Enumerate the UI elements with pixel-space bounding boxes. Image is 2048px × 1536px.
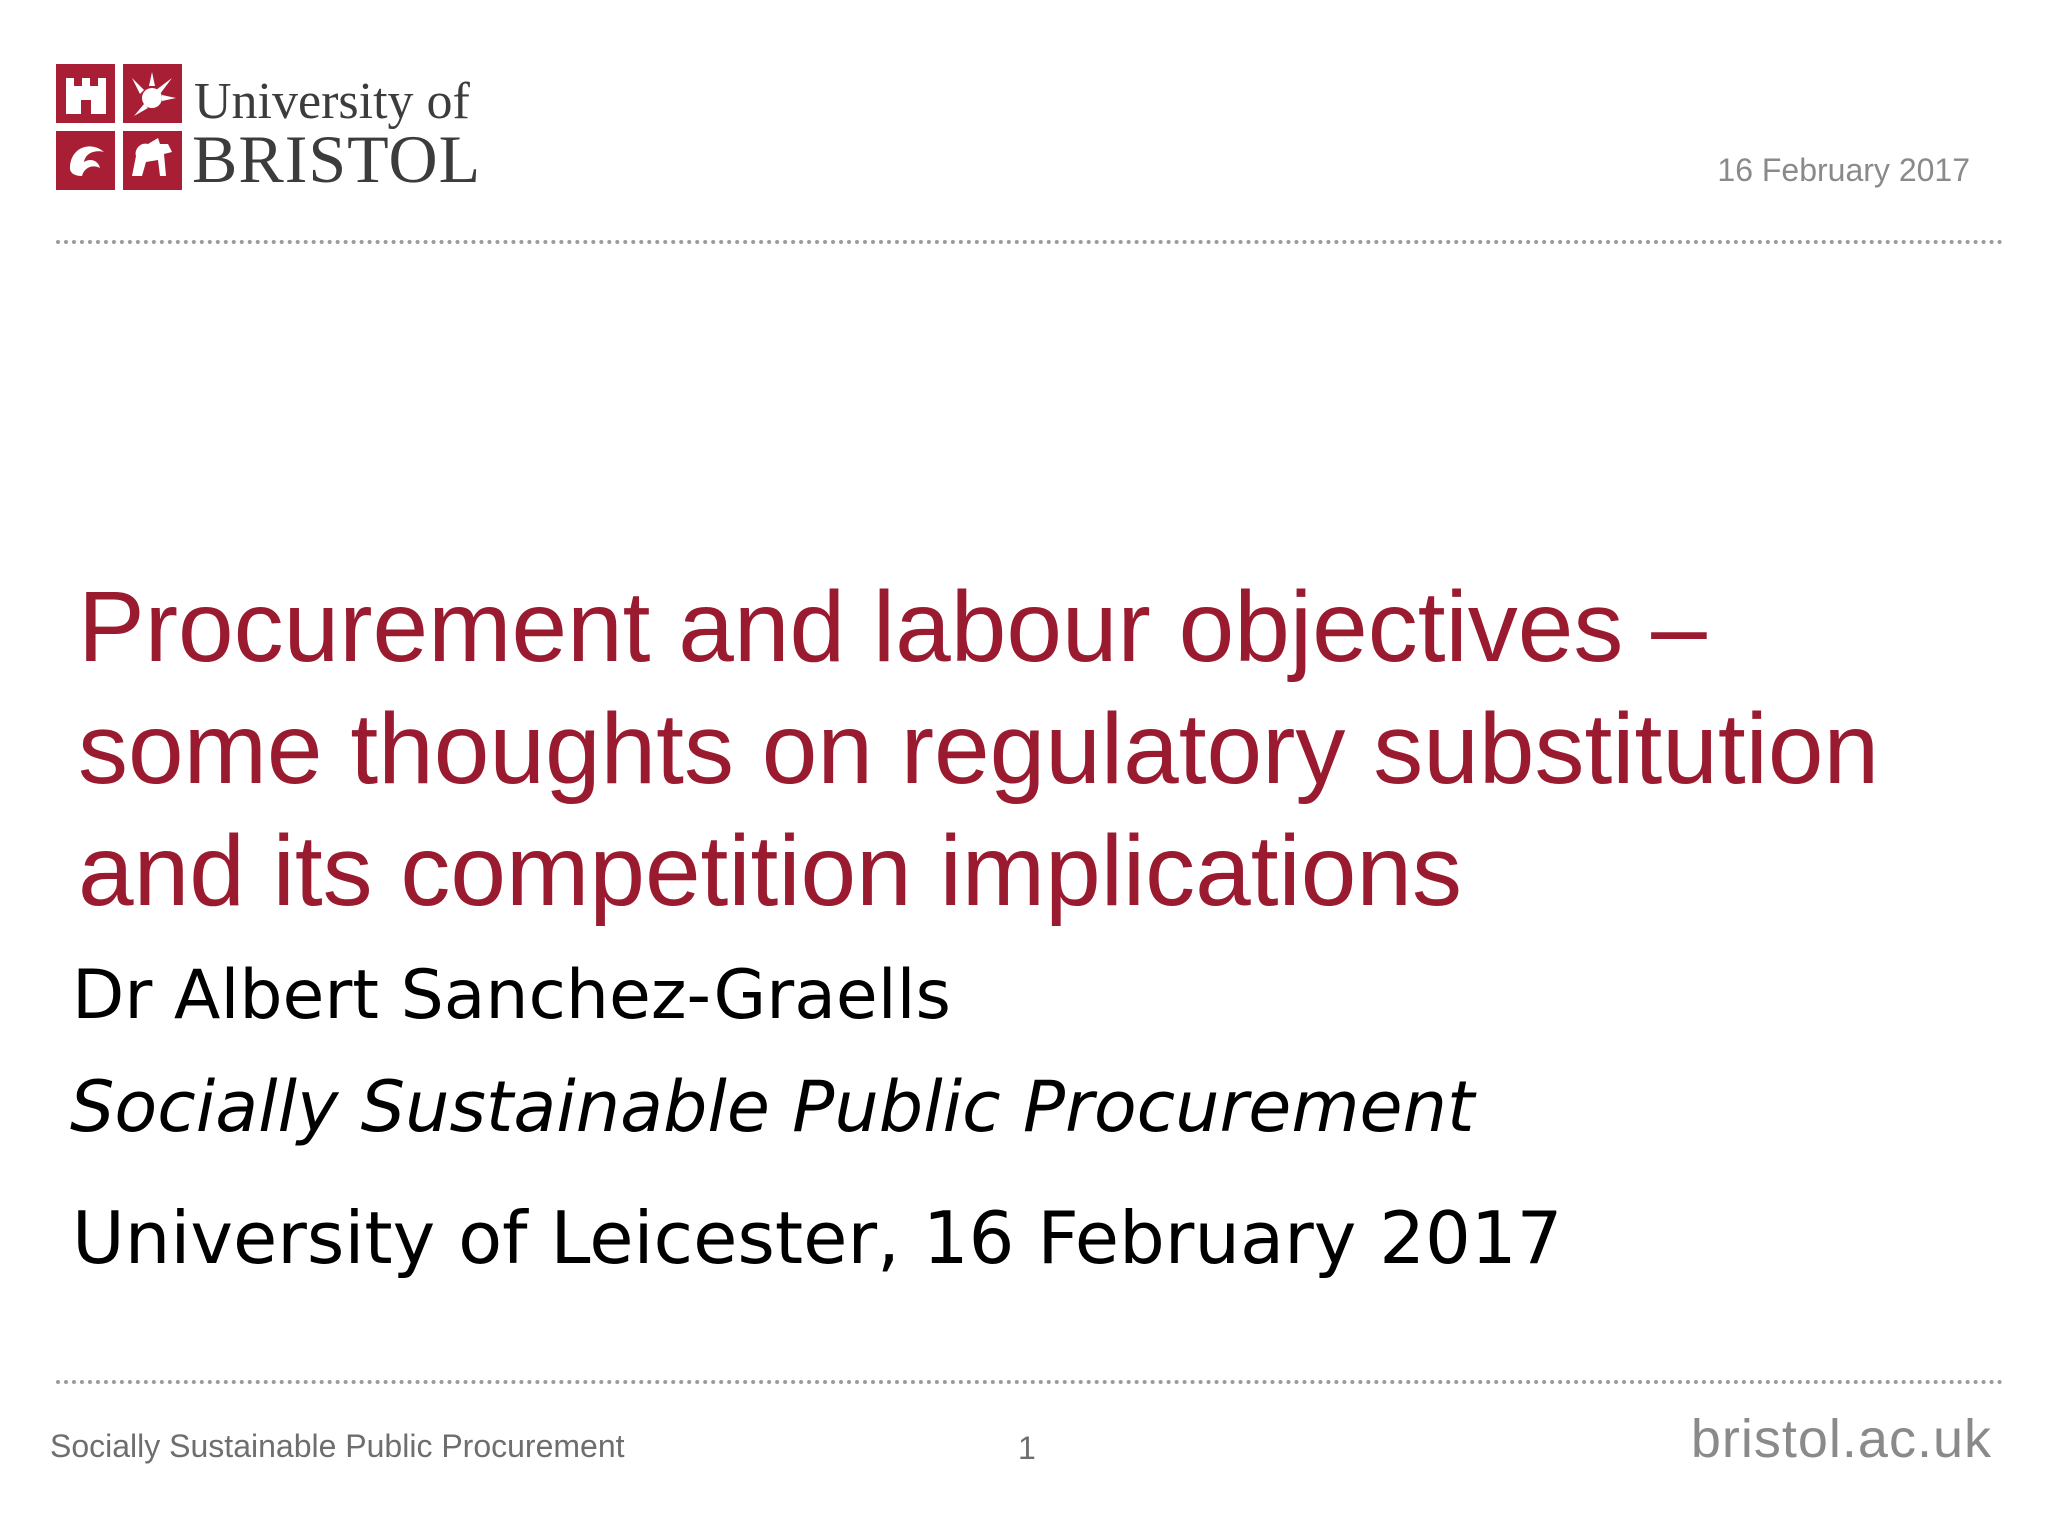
page-number: 1 xyxy=(1018,1430,1036,1466)
author-name: Dr Albert Sanchez-Graells xyxy=(72,956,951,1035)
project-subtitle: Socially Sustainable Public Procurement xyxy=(70,1066,1475,1148)
title-line: Procurement and labour objectives – xyxy=(78,571,1707,683)
slide-title xyxy=(78,566,1978,932)
header-date: 16 February 2017 xyxy=(1717,152,1970,188)
university-logo xyxy=(56,64,506,196)
footer-project-name: Socially Sustainable Public Procurement xyxy=(50,1428,625,1464)
logo-text-line1: University of xyxy=(194,73,470,130)
university-crest-icon xyxy=(56,64,182,190)
logo-text-line2: BRISTOL xyxy=(192,121,482,197)
top-dotted-divider xyxy=(56,240,2004,244)
venue-and-date: University of Leicester, 16 February 2017 xyxy=(72,1196,1563,1280)
footer-url: bristol.ac.uk xyxy=(1690,1409,1992,1469)
title-line: and its competition implications xyxy=(78,815,1462,927)
title-line: some thoughts on regulatory substitution xyxy=(78,693,1880,805)
bottom-dotted-divider xyxy=(56,1380,2004,1384)
